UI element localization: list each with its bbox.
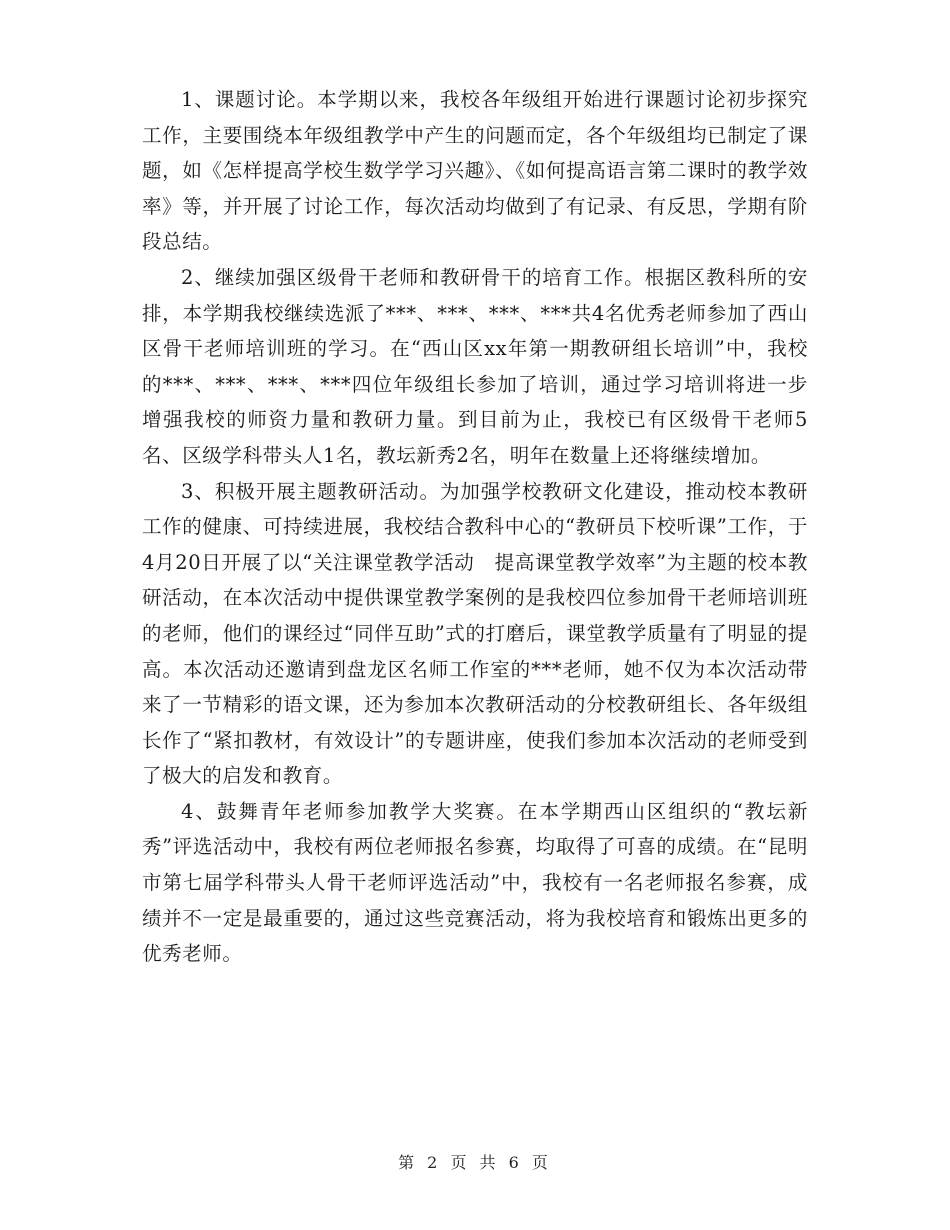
paragraph-theme-teaching-research: 3、积极开展主题教研活动。为加强学校教研文化建设，推动校本教研工作的健康、可持续进展，我校结合教科中心的“教研员下校听课”工作，于4月20日开展了以“关注课堂教学活动 提高课堂教学效率”为主题的校本教研活动，在本次活动中提供课堂教学案例的是我校四位参加骨干老师培训班的老师，他们的课经过“同伴互助”式的打磨后，课堂教学质量有了明显的提高。本次活动还邀请到盘龙区名师工作室的***老师，她不仅为本次活动带来了一节精彩的语文课，还为参加本次教研活动的分校教研组长、各年级组长作了“紧扣教材，有效设计”的专题讲座，使我们参加本次活动的老师受到了极大的启发和教育。 — [142, 479, 808, 788]
paragraph-young-teacher-competition: 4、鼓舞青年老师参加教学大奖赛。在本学期西山区组织的“教坛新秀”评选活动中，我校有两位老师报名参赛，均取得了可喜的成绩。在“昆明市第七届学科带头人骨干老师评选活动”中，我校有一名老师报名参赛，成绩并不一定是最重要的，通过这些竞赛活动，将为我校培育和锻炼出更多的优秀老师。 — [142, 799, 808, 966]
page-number-footer: 第 2 页 共 6 页 — [398, 1153, 552, 1172]
paragraph-backbone-teacher-training: 2、继续加强区级骨干老师和教研骨干的培育工作。根据区教科所的安排，本学期我校继续选派了***、***、***、***共4名优秀老师参加了西山区骨干老师培训班的学习。在“西山区xx年第一期教研组长培训”中，我校的***、***、***、***四位年级组长参加了培训，通过学习培训将进一步增强我校的师资力量和教研力量。到目前为止，我校已有区级骨干老师5名、区级学科带头人1名，教坛新秀2名，明年在数量上还将继续增加。 — [142, 265, 808, 467]
document-body — [142, 82, 808, 972]
paragraph-research-discussion: 1、课题讨论。本学期以来，我校各年级组开始进行课题讨论初步探究工作，主要围绕本年级组教学中产生的问题而定，各个年级组均已制定了课题，如《怎样提高学校生数学学习兴趣》、《如何提高语言第二课时的教学效率》等，并开展了讨论工作，每次活动均做到了有记录、有反思，学期有阶段总结。 — [142, 88, 808, 254]
